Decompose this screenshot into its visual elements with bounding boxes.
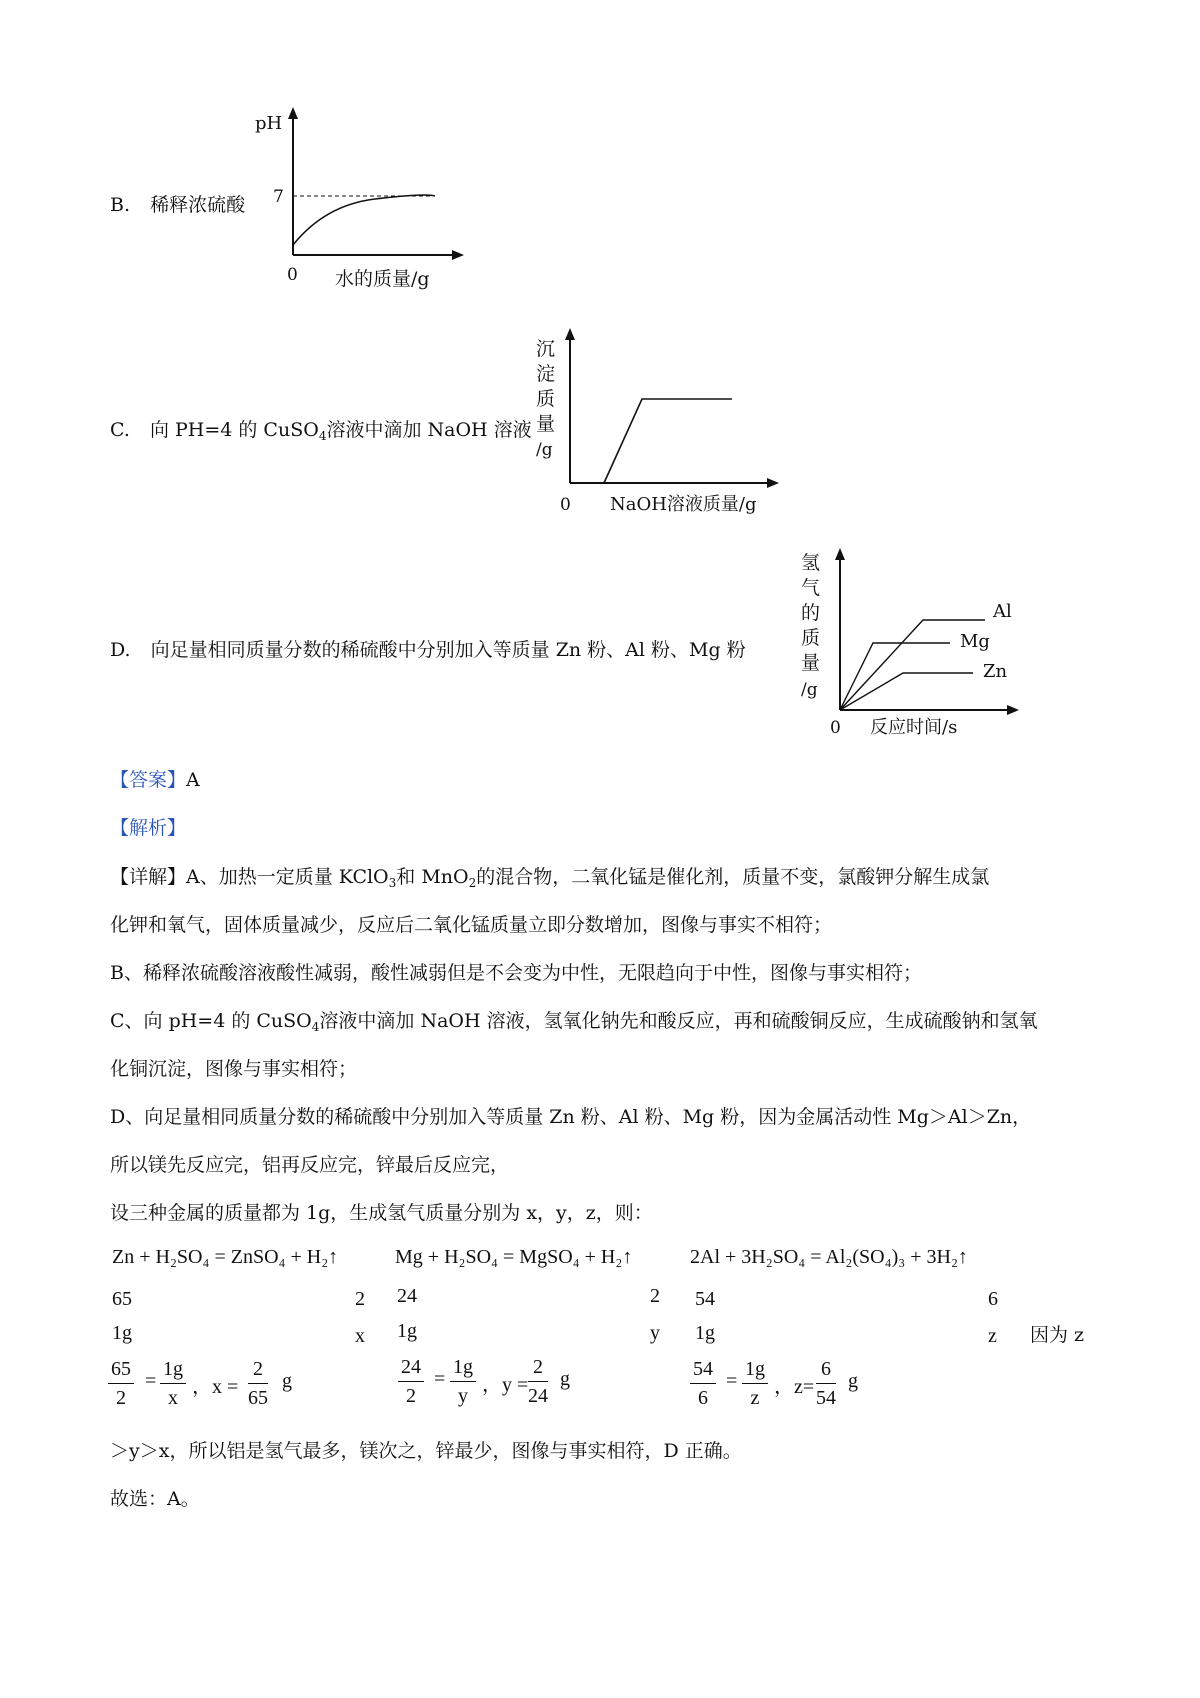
- ratio-value: y: [650, 1322, 660, 1344]
- answer-line: [110, 765, 200, 792]
- option-letter: B.: [110, 194, 131, 216]
- conclusion-line: ＞y＞x，所以铝是氢气最多，镁次之，锌最少，图像与事实相符，D 正确。: [110, 1440, 742, 1462]
- because-text: 因为 z: [1030, 1324, 1085, 1346]
- option-text-part2: 溶液中滴加 NaOH 溶液: [326, 419, 532, 441]
- text: 【详解】A、加热一定质量 KClO: [110, 866, 389, 888]
- fraction: [690, 1355, 716, 1412]
- denominator: z: [750, 1387, 760, 1409]
- denominator: 65: [248, 1387, 268, 1409]
- series-label-al: Al: [993, 601, 1012, 622]
- y-axis-arrow: [565, 328, 575, 340]
- fraction: [108, 1355, 134, 1412]
- ref-tick-label: 7: [273, 187, 284, 207]
- denominator: 6: [698, 1387, 708, 1409]
- y-axis-arrow: [288, 107, 298, 119]
- series-label-mg: Mg: [960, 631, 990, 652]
- detail-line-8: 设三种金属的质量都为 1g，生成氢气质量分别为 x，y，z，则：: [110, 1202, 653, 1224]
- option-letter: C.: [110, 419, 130, 441]
- subscript: 4: [318, 429, 327, 443]
- ratio-value: 65: [112, 1288, 132, 1310]
- answer-value: A: [186, 769, 200, 791]
- analysis-tag: 【解析】: [110, 817, 187, 839]
- fraction: [450, 1353, 476, 1410]
- numerator: 54: [690, 1355, 716, 1384]
- answer-tag: 【答案】: [110, 769, 187, 791]
- ratio-value: x: [355, 1325, 365, 1347]
- ratio-value: 24: [397, 1285, 417, 1307]
- numerator: 2: [528, 1353, 548, 1382]
- fraction-mid: ，z=: [774, 1376, 815, 1398]
- x-axis-arrow: [1007, 705, 1019, 715]
- fraction: [742, 1355, 768, 1412]
- x-axis-arrow: [452, 250, 464, 260]
- detail-line-7: 所以镁先反应完，铝再反应完，锌最后反应完，: [110, 1154, 510, 1176]
- ratio-value: 6: [988, 1288, 998, 1310]
- denominator: x: [168, 1387, 178, 1409]
- y-label-char: 氢: [801, 552, 821, 574]
- series-label-zn: Zn: [983, 661, 1008, 682]
- y-label-char: 质: [536, 388, 556, 410]
- numerator: 1g: [450, 1353, 476, 1382]
- fraction: [160, 1355, 186, 1412]
- equation-zn: Zn + H₂SO₄ = ZnSO₄ + H₂↑: [112, 1246, 339, 1268]
- option-d: [110, 635, 746, 662]
- origin-label: 0: [560, 495, 571, 515]
- numerator: 1g: [160, 1355, 186, 1384]
- chart-c-x-label: NaOH溶液质量/g: [610, 494, 757, 515]
- denominator: 2: [406, 1385, 416, 1407]
- denominator: 24: [528, 1385, 548, 1407]
- detail-line-1: [110, 862, 989, 890]
- text: 的混合物，二氧化锰是催化剂，质量不变，氯酸钾分解生成氯: [476, 866, 990, 888]
- origin-label: 0: [287, 265, 298, 285]
- chart-b: [245, 105, 465, 290]
- denominator: 54: [816, 1387, 836, 1409]
- subscript: 3: [388, 876, 397, 890]
- ratio-value: 54: [695, 1288, 715, 1310]
- y-label-char: 量: [536, 413, 556, 435]
- option-c: [110, 415, 532, 443]
- y-label-char: 的: [801, 602, 821, 624]
- series-line-zn: [840, 673, 973, 710]
- chart-c: [530, 325, 790, 525]
- precipitate-line: [604, 399, 732, 483]
- detail-line-4: [110, 1006, 1038, 1034]
- numerator: 1g: [742, 1355, 768, 1384]
- final-answer-line: 故选：A。: [110, 1488, 200, 1510]
- numerator: 2: [248, 1355, 268, 1384]
- equals-sign: =: [726, 1370, 738, 1392]
- subscript: 2: [468, 876, 477, 890]
- ratio-value: 2: [355, 1288, 365, 1310]
- origin-label: 0: [830, 718, 841, 738]
- unit: g: [848, 1370, 858, 1392]
- numerator: 6: [816, 1355, 836, 1384]
- ratio-value: 2: [650, 1285, 660, 1307]
- y-label-char: /g: [536, 440, 553, 460]
- option-b: [110, 190, 245, 217]
- option-text: 稀释浓硫酸: [150, 194, 246, 216]
- option-text-part1: 向 PH=4 的 CuSO: [149, 419, 319, 441]
- detail-line-2: 化钾和氧气，固体质量减少，反应后二氧化锰质量立即分数增加，图像与事实不相符；: [110, 914, 833, 936]
- denominator: 2: [116, 1387, 126, 1409]
- chart-d-x-label: 反应时间/s: [870, 717, 958, 738]
- ratio-value: 1g: [112, 1322, 132, 1344]
- fraction-mid: ，x =: [192, 1376, 239, 1398]
- equation-mg: Mg + H₂SO₄ = MgSO₄ + H₂↑: [395, 1246, 633, 1268]
- y-label-char: 淀: [536, 363, 556, 385]
- equals-sign: =: [145, 1370, 157, 1392]
- ratio-value: z: [988, 1325, 997, 1347]
- subscript: 4: [311, 1020, 320, 1034]
- option-letter: D.: [110, 639, 131, 661]
- text: C、向 pH=4 的 CuSO: [110, 1010, 312, 1032]
- ratio-value: 1g: [397, 1320, 417, 1342]
- equation-al: 2Al + 3H₂SO₄ = Al₂(SO₄)₃ + 3H₂↑: [690, 1246, 968, 1268]
- detail-line-5: 化铜沉淀，图像与事实相符；: [110, 1058, 358, 1080]
- unit: g: [560, 1368, 570, 1390]
- ph-curve: [293, 195, 435, 245]
- unit: g: [282, 1370, 292, 1392]
- detail-line-3: B、稀释浓硫酸溶液酸性减弱，酸性减弱但是不会变为中性，无限趋向于中性，图像与事实相符；: [110, 962, 922, 984]
- y-axis-arrow: [835, 548, 845, 560]
- y-label-char: 质: [801, 627, 821, 649]
- y-label-char: 气: [801, 577, 821, 599]
- fraction: [528, 1353, 548, 1410]
- detail-line-6: D、向足量相同质量分数的稀硫酸中分别加入等质量 Zn 粉、Al 粉、Mg 粉，因为金属活动性 Mg＞Al＞Zn，: [110, 1106, 1032, 1128]
- y-label-char: /g: [801, 680, 818, 700]
- text: 溶液中滴加 NaOH 溶液，氢氧化钠先和酸反应，再和硫酸铜反应，生成硫酸钠和氢氧: [319, 1010, 1038, 1032]
- chart-d: [795, 545, 1025, 740]
- numerator: 24: [398, 1353, 424, 1382]
- y-label-char: 量: [801, 652, 821, 674]
- fraction: [248, 1355, 268, 1412]
- chart-b-x-label: 水的质量/g: [335, 268, 430, 290]
- fraction-mid: ，y =: [482, 1374, 529, 1396]
- y-label-char: 沉: [536, 338, 556, 360]
- chart-b-y-label: pH: [255, 113, 283, 134]
- x-axis-arrow: [767, 478, 779, 488]
- ratio-value: 1g: [695, 1322, 715, 1344]
- denominator: y: [458, 1385, 468, 1407]
- text: 和 MnO: [396, 866, 469, 888]
- fraction: [398, 1353, 424, 1410]
- option-text: 向足量相同质量分数的稀硫酸中分别加入等质量 Zn 粉、Al 粉、Mg 粉: [150, 639, 746, 661]
- numerator: 65: [108, 1355, 134, 1384]
- equals-sign: =: [434, 1368, 446, 1390]
- fraction: [816, 1355, 836, 1412]
